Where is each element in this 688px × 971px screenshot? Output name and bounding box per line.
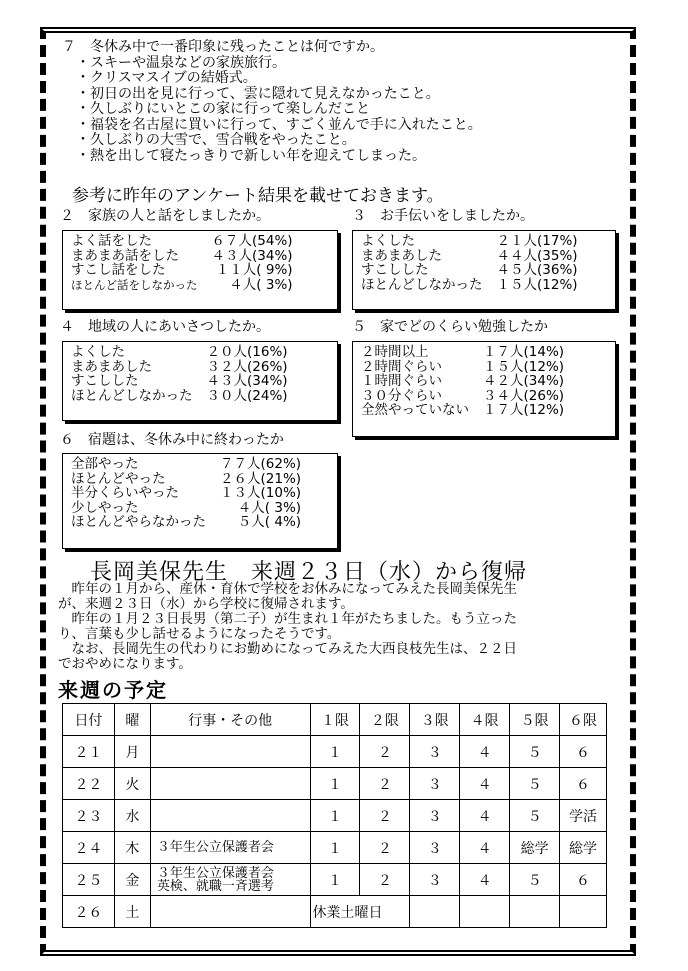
- result-row: 少しやった ４人( 3%): [71, 499, 302, 516]
- result-row: すこし話をした １１人( 9%): [71, 262, 293, 278]
- result-row: 全然やっていない １７人(12%): [361, 402, 565, 418]
- survey-intro: 参考に昨年のアンケート結果を載せておきます。: [72, 186, 444, 206]
- result-row: ２時間以上 １７人(14%): [361, 344, 565, 360]
- holiday-note: 休業土曜日: [310, 896, 410, 928]
- news-line: なお、長岡先生の代わりにお勤めになってみえた大西良枝先生は、２２日: [58, 641, 517, 657]
- col-header: 行事・その他: [150, 704, 310, 736]
- col-header: 日付: [63, 704, 115, 736]
- q7-item: ・久しぶりにいとこの家に行って楽しんだこと: [76, 101, 370, 117]
- schedule-title: 来週の予定: [58, 678, 168, 702]
- result-row: 半分くらいやった １３人(10%): [71, 485, 302, 501]
- col-header: １限: [310, 704, 360, 736]
- result-row: ほとんどやった ２６人(21%): [71, 470, 302, 487]
- event-text: 英検、就職一斉選考: [156, 878, 274, 894]
- q5-title: ５ 家でどのくらい勉強したか: [352, 319, 548, 335]
- result-row: すこしした ４５人(36%): [361, 262, 578, 278]
- schedule-table: [62, 703, 607, 928]
- q3-title: ３ お手伝いをしましたか。: [352, 208, 534, 224]
- result-row: すこしした ４３人(34%): [71, 373, 288, 389]
- result-row: まあまあ話をした ４３人(34%): [71, 247, 293, 264]
- q3-results-box: [352, 230, 616, 310]
- news-line: が、来週２３日（水）から学校に復帰されます。: [58, 596, 354, 612]
- table-row: ２２ 火 １ ２ ３ ４ ５ ６: [63, 768, 607, 800]
- q7-item: ・初日の出を見に行って、雲に隠れて見えなかったこと。: [76, 85, 440, 102]
- q4-title: ４ 地域の人にあいさつしたか。: [60, 319, 270, 335]
- q7-item: ・久しぶりの大雪で、雪合戦をやったこと。: [76, 132, 356, 148]
- q7-item: ・スキーや温泉などの家族旅行。: [76, 54, 286, 71]
- q7-title: ７ 冬休み中で一番印象に残ったことは何ですか。: [62, 39, 384, 55]
- col-header: ２限: [360, 704, 410, 736]
- news-body: [58, 582, 517, 672]
- result-row: ほとんどしなかった １５人(12%): [361, 276, 578, 293]
- result-row: まあまあした ３２人(26%): [71, 358, 288, 375]
- q6-title: ６ 宿題は、冬休み中に終わったか: [60, 432, 284, 448]
- result-row: よくした ２０人(16%): [71, 344, 288, 360]
- q5-results-box: [352, 341, 616, 437]
- event-text: ３年生公立保護者会: [156, 865, 274, 881]
- table-row: ２５ 金 ３年生公立保護者会 英検、就職一斉選考 １ ２ ３ ４ ５ ６: [63, 864, 607, 896]
- q7-item: ・福袋を名古屋に買いに行って、すごく並んで手に入れたこと。: [76, 116, 482, 133]
- news-headline: 長岡美保先生 来週２３日（水）から復帰: [90, 560, 528, 585]
- result-row: １時間ぐらい ４２人(34%): [361, 373, 565, 389]
- col-header: ６限: [560, 704, 607, 736]
- col-header: ５限: [510, 704, 560, 736]
- result-row: ３０分ぐらい ３４人(26%): [361, 387, 565, 404]
- q7-item: ・クリスマスイブの結婚式。: [76, 70, 257, 86]
- result-row: まあまあした ４４人(35%): [361, 247, 578, 264]
- result-row: 全部やった ７７人(62%): [71, 456, 302, 472]
- result-row: ほとんどしなかった ３０人(24%): [71, 387, 288, 404]
- q2-results-box: [62, 230, 338, 310]
- q6-results-box: [62, 453, 338, 549]
- col-header: ３限: [410, 704, 460, 736]
- col-header: 曜: [114, 704, 150, 736]
- q2-title: ２ 家族の人と話をしましたか。: [60, 208, 270, 224]
- result-row: ほとんど話をしなかった ４人( 3%): [71, 276, 293, 293]
- q7-item: ・熱を出して寝たっきりで新しい年を迎えてしまった。: [76, 147, 426, 164]
- table-row: ２３ 水 １ ２ ３ ４ ５ 学活: [63, 800, 607, 832]
- news-line: でおやめになります。: [58, 656, 192, 672]
- news-line: 昨年の１月から、産休・育休で学校をお休みになってみえた長岡美保先生: [58, 581, 517, 597]
- result-row: よくした ２１人(17%): [361, 233, 578, 249]
- q7-block: [62, 40, 482, 164]
- result-row: ２時間ぐらい １５人(12%): [361, 358, 565, 375]
- table-row: ２１ 月 １ ２ ３ ４ ５ ６: [63, 736, 607, 768]
- col-header: ４限: [460, 704, 510, 736]
- q4-results-box: [62, 341, 338, 421]
- table-row: ２４ 木 ３年生公立保護者会 １ ２ ３ ４ 総学 総学: [63, 832, 607, 864]
- news-line: り、言葉も少し話せるようになったそうです。: [58, 626, 341, 642]
- news-line: 昨年の１月２３日長男（第二子）が生まれ１年がたちました。もう立った: [58, 611, 517, 627]
- table-row: ２６ 土 休業土曜日: [63, 896, 607, 928]
- table-header-row: [63, 704, 607, 736]
- result-row: よく話をした ６７人(54%): [71, 233, 293, 249]
- result-row: ほとんどやらなかった ５人( 4%): [71, 514, 302, 530]
